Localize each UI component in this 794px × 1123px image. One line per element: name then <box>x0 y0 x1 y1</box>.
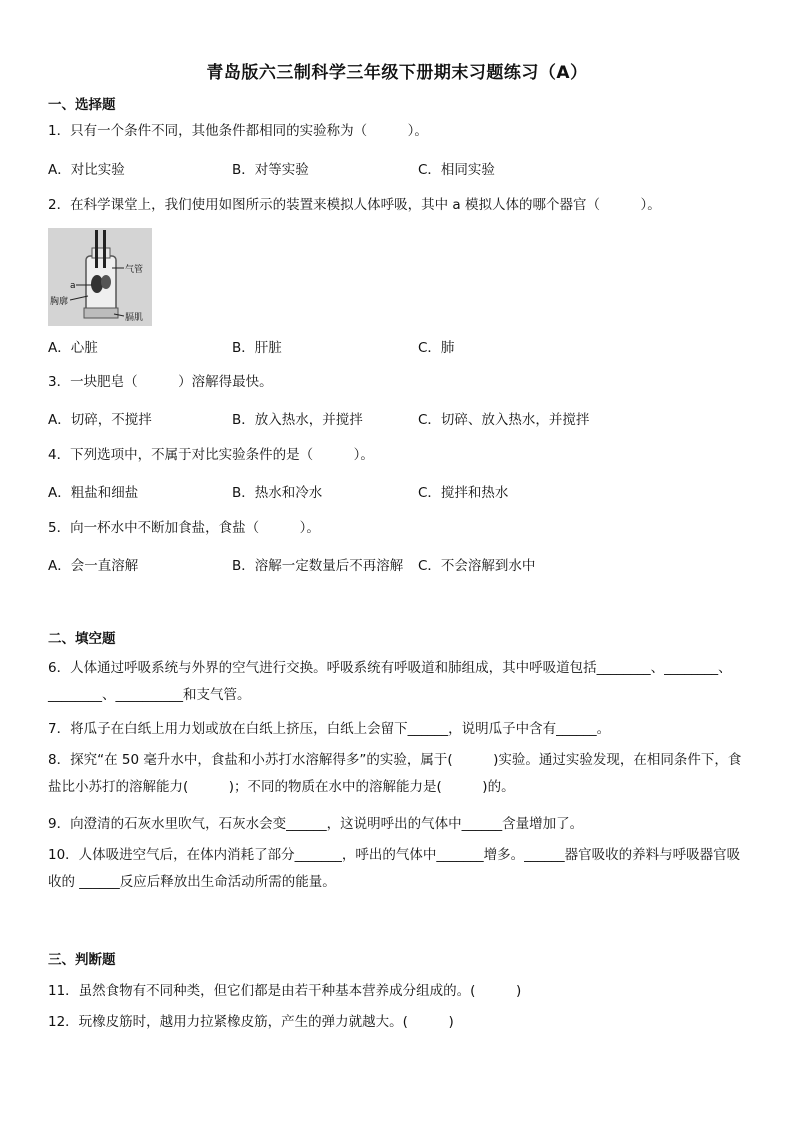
question-7: 7．将瓜子在白纸上用力划或放在白纸上挤压，白纸上会留下______，说明瓜子中含有______。 <box>48 721 611 737</box>
breathing-model-figure <box>48 228 152 326</box>
option-a: A．会一直溶解 <box>48 558 139 574</box>
label-a: a <box>70 281 76 291</box>
question-1-options <box>48 158 748 180</box>
option-c: C．不会溶解到水中 <box>418 558 536 574</box>
page-title: 青岛版六三制科学三年级下册期末习题练习（A） <box>206 63 588 83</box>
question-4-options <box>48 481 748 503</box>
question-11: 11．虽然食物有不同种类，但它们都是由若干种基本营养成分组成的。( ) <box>48 983 522 999</box>
option-c: C．切碎、放入热水，并搅拌 <box>418 412 590 428</box>
label-trachea: 气管 <box>125 265 144 275</box>
question-6: 6．人体通过呼吸系统与外界的空气进行交换。呼吸系统有呼吸道和肺组成，其中呼吸道包括________、________、________、__________和支气管。 <box>48 660 732 703</box>
question-3-options <box>48 408 748 430</box>
question-12: 12．玩橡皮筋时，越用力拉紧橡皮筋，产生的弹力就越大。( ) <box>48 1014 454 1030</box>
section-heading-choice: 一、选择题 <box>48 97 116 113</box>
option-b: B．对等实验 <box>232 162 309 178</box>
question-2-options <box>48 336 748 358</box>
question-10: 10．人体吸进空气后，在体内消耗了部分_______，呼出的气体中_______增多。______器官吸收的养料与呼吸器官吸收的 ______反应后释放出生命活动所需的能量。 <box>48 847 741 890</box>
question-9: 9．向澄清的石灰水里吹气，石灰水会变______，这说明呼出的气体中______含量增加了。 <box>48 816 584 832</box>
label-chest: 胸廓 <box>50 297 69 307</box>
section-heading-fill: 二、填空题 <box>48 631 116 647</box>
option-c: C．相同实验 <box>418 162 495 178</box>
option-c: C．肺 <box>418 340 455 356</box>
question-3: 3．一块肥皂（ ）溶解得最快。 <box>48 374 273 390</box>
question-4: 4．下列选项中，不属于对比实验条件的是（ ）。 <box>48 447 374 463</box>
question-5: 5．向一杯水中不断加食盐，食盐（ ）。 <box>48 520 320 536</box>
option-b: B．溶解一定数量后不再溶解 <box>232 558 404 574</box>
option-b: B．热水和冷水 <box>232 485 323 501</box>
question-1: 1．只有一个条件不同，其他条件都相同的实验称为（ ）。 <box>48 123 428 139</box>
question-5-options <box>48 554 748 576</box>
option-b: B．放入热水，并搅拌 <box>232 412 363 428</box>
option-b: B．肝脏 <box>232 340 282 356</box>
question-2: 2．在科学课堂上，我们使用如图所示的装置来模拟人体呼吸，其中 a 模拟人体的哪个器官（ ）。 <box>48 197 661 213</box>
option-a: A．对比实验 <box>48 162 125 178</box>
section-heading-judge: 三、判断题 <box>48 952 116 968</box>
option-a: A．心脏 <box>48 340 98 356</box>
option-a: A．粗盐和细盐 <box>48 485 139 501</box>
option-c: C．搅拌和热水 <box>418 485 509 501</box>
label-diaphragm: 膈肌 <box>125 313 144 323</box>
question-8: 8．探究“在 50 毫升水中，食盐和小苏打水溶解得多”的实验，属于( )实验。通过实验发现，在相同条件下，食盐比小苏打的溶解能力( )；不同的物质在水中的溶解能力是( )的。 <box>48 752 742 795</box>
option-a: A．切碎，不搅拌 <box>48 412 152 428</box>
